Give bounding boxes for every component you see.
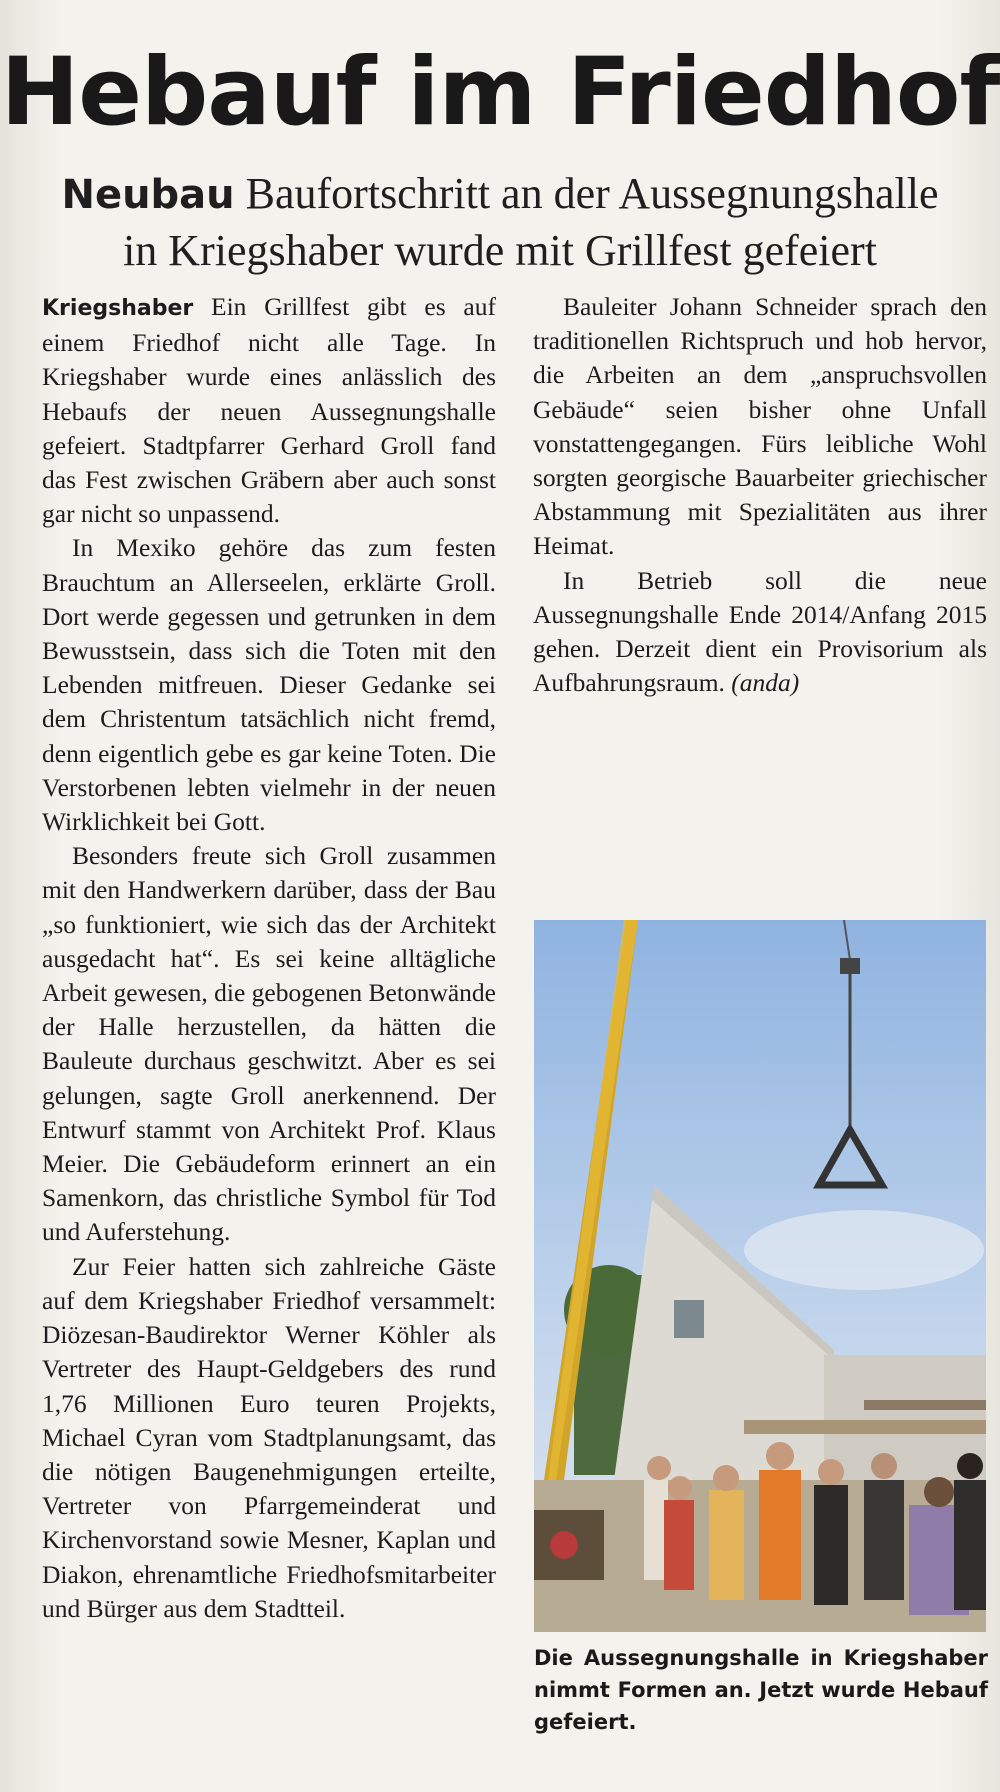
paragraph-5: Bauleiter Johann Schneider sprach den traditionellen Richtspruch und hob hervor, die Arbeiten an dem „anspruchsvollen Gebäude“ seien bisher ohne Unfall vonstattengegangen. Fürs leibliche Wohl sorgten georgische Bauarbeiter griechischer Abstammung mit Spezialitäten aus ihrer Heimat.: [533, 292, 987, 561]
subhead-text: Baufortschritt an der Aussegnungshalle in Kriegshaber wurde mit Grillfest gefeiert: [123, 169, 939, 275]
paragraph-1: [42, 290, 496, 531]
paragraph-1-text: Ein Grillfest gibt es auf einem Friedhof nicht alle Tage. In Kriegshaber wurde eines anlässlich des Hebaufs der neuen Aussegnungshalle gefeiert. Stadtpfarrer Gerhard Groll fand das Fest zwischen Gräbern aber auch sonst gar nicht so unpassend.: [42, 292, 496, 529]
construction-photo: [534, 920, 986, 1632]
paragraph-4: Zur Feier hatten sich zahlreiche Gäste auf dem Kriegshaber Friedhof versammelt: Diözesan-Baudirektor Werner Köhler als Vertreter des Haupt-Geldgebers des rund 1,76 Millionen Euro teuren Projekts, Michael Cyran vom Stadtplanungsamt, das die nötigen Baugenehmigungen erteilte, Vertreter von Pfarrgemeinderat und Kirchenvorstand sowie Mesner, Kaplan und Diakon, ehrenamtliche Friedhofsmitarbeiter und Bürger aus dem Stadtteil.: [42, 1251, 496, 1623]
headline: Hebauf im Friedhof: [0, 38, 1000, 147]
article-column-left: [42, 290, 496, 1626]
paragraph-2: In Mexiko gehöre das zum festen Brauchtum an Allerseelen, erklärte Groll. Dort werde gegessen und getrunken in dem Bewusstsein, dass sich die Toten mit den Lebenden mitfreuen. Dieser Gedanke sei dem Christentum tatsächlich nicht fremd, denn eigentlich gebe es gar keine Toten. Die Verstorbenen lebten vielmehr in der neuen Wirklichkeit bei Gott.: [42, 533, 496, 837]
dateline: Kriegshaber: [42, 296, 194, 321]
subheadline: [40, 166, 960, 279]
subhead-kicker: Neubau: [61, 172, 235, 218]
paragraph-6-text: In Betrieb soll die neue Aussegnungshalle Ende 2014/Anfang 2015 gehen. Derzeit dient ein Provisorium als Aufbahrungsraum.: [533, 565, 987, 698]
paragraph-6: [533, 564, 987, 701]
photo-caption: Die Aussegnungshalle in Kriegshaber nimmt Formen an. Jetzt wurde Hebauf gefeiert.: [534, 1646, 988, 1734]
paragraph-3: Besonders freute sich Groll zusammen mit den Handwerkern darüber, dass der Bau „so funktioniert, wie sich das der Architekt ausgedacht hat“. Es sei keine alltägliche Arbeit gewesen, die gebogenen Betonwände der Halle herzustellen, da hätten die Bauleute durchaus geschwitzt. Aber es sei gelungen, sagte Groll anerkennend. Der Entwurf stammt von Architekt Prof. Klaus Meier. Die Gebäudeform erinnert an ein Samenkorn, das christliche Symbol für Tod und Auferstehung.: [42, 841, 496, 1247]
article-column-right: [533, 290, 987, 700]
author-byline: (anda): [731, 668, 800, 698]
